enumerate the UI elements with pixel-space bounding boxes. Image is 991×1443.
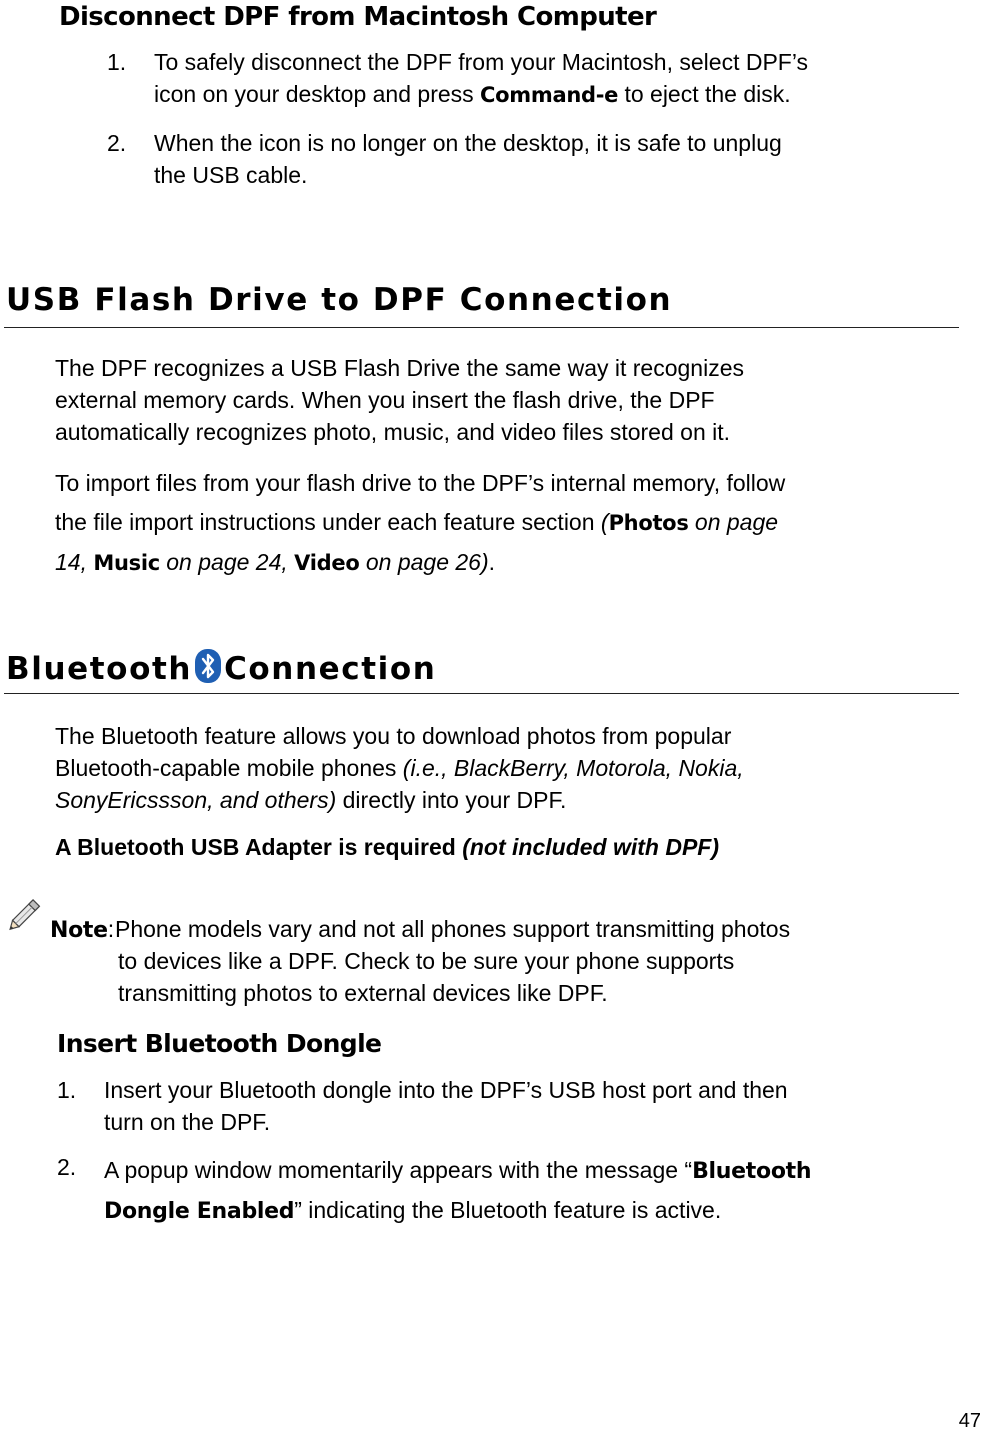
step-line: turn on the DPF. (104, 1109, 271, 1135)
heading-fragment: Connection (224, 651, 437, 687)
text-fragment: on page (688, 509, 779, 535)
paragraph-line: external memory cards. When you insert the flash drive, the DPF (55, 387, 715, 413)
pencil-note-icon (6, 893, 46, 935)
heading-disconnect-mac: Disconnect DPF from Macintosh Computer (59, 2, 657, 32)
text-fragment: A Bluetooth USB Adapter is required (55, 834, 463, 860)
step-line: When the icon is no longer on the desktop, it is safe to unplug (154, 130, 782, 156)
text-fragment: the file import instructions under each feature section (55, 509, 601, 535)
heading-insert-dongle: Insert Bluetooth Dongle (57, 1029, 382, 1058)
heading-usb-flash: USB Flash Drive to DPF Connection (6, 282, 673, 318)
link-photos: Photos (608, 511, 689, 535)
text-fragment: directly into your DPF. (336, 787, 567, 813)
message-text: Dongle Enabled (104, 1199, 295, 1224)
text-fragment: Bluetooth-capable mobile phones (55, 755, 403, 781)
adapter-required-line (55, 831, 719, 863)
step-line: Insert your Bluetooth dongle into the DPF’s USB host port and then (104, 1077, 788, 1103)
paragraph-line (55, 543, 785, 583)
text-fragment: (not included with DPF) (462, 834, 720, 860)
paragraph-line (55, 752, 744, 784)
paragraph-line: To import files from your flash drive to the DPF’s internal memory, follow (55, 470, 786, 496)
note-label-text: Note (50, 918, 108, 943)
step-line: To safely disconnect the DPF from your Macintosh, select DPF’s (154, 49, 809, 75)
link-video: Video (294, 551, 360, 575)
paragraph-line (55, 503, 785, 543)
note-line: transmitting photos to external devices like DPF. (118, 980, 608, 1006)
step-line (154, 78, 808, 111)
text-fragment: : (107, 916, 115, 942)
paragraph-line: automatically recognizes photo, music, and video files stored on it. (55, 419, 731, 445)
paragraph-line (55, 784, 744, 816)
text-fragment: A popup window momentarily appears with the message “ (104, 1157, 693, 1183)
command-key: Command-e (480, 83, 619, 107)
bluetooth-icon (194, 648, 222, 684)
step-number: 1. (57, 1077, 77, 1103)
page-number: 47 (958, 1410, 981, 1432)
text-fragment: ( (600, 509, 609, 535)
text-fragment: ” indicating the Bluetooth feature is active. (294, 1197, 722, 1223)
step-line: the USB cable. (154, 162, 308, 188)
step-text (154, 46, 808, 111)
bluetooth-paragraph (55, 720, 744, 816)
text-fragment: (i.e., BlackBerry, Motorola, Nokia, (402, 755, 744, 781)
link-music: Music (93, 551, 160, 575)
paragraph-line: The DPF recognizes a USB Flash Drive the same way it recognizes (55, 355, 744, 381)
step-line (104, 1151, 811, 1191)
step-fragment: to eject the disk. (618, 81, 791, 107)
section-rule (4, 327, 959, 328)
text-fragment: . (488, 549, 496, 575)
step-number: 1. (107, 49, 127, 75)
paragraph-line: The Bluetooth feature allows you to download photos from popular (55, 723, 732, 749)
step-text (104, 1151, 811, 1231)
step-line (104, 1191, 811, 1231)
heading-bluetooth (6, 648, 436, 690)
section-rule (4, 693, 959, 694)
step-number: 2. (107, 130, 127, 156)
step-number: 2. (57, 1154, 77, 1180)
note-text (115, 913, 791, 1009)
usb-paragraph-1 (55, 352, 744, 448)
note-line: to devices like a DPF. Check to be sure your phone supports (118, 948, 735, 974)
text-fragment: on page 24, (159, 549, 288, 575)
heading-fragment: Bluetooth (6, 651, 193, 687)
usb-paragraph-2 (55, 464, 785, 583)
step-text (104, 1074, 788, 1138)
note-line: Phone models vary and not all phones support transmitting photos (115, 916, 791, 942)
text-fragment: SonyEricssson, and others) (55, 787, 337, 813)
text-fragment: on page 26) (359, 549, 489, 575)
message-text: Bluetooth (692, 1159, 812, 1184)
note-label (50, 913, 114, 947)
step-fragment: icon on your desktop and press (154, 81, 481, 107)
text-fragment: 14, (55, 549, 87, 575)
step-text (154, 127, 782, 191)
